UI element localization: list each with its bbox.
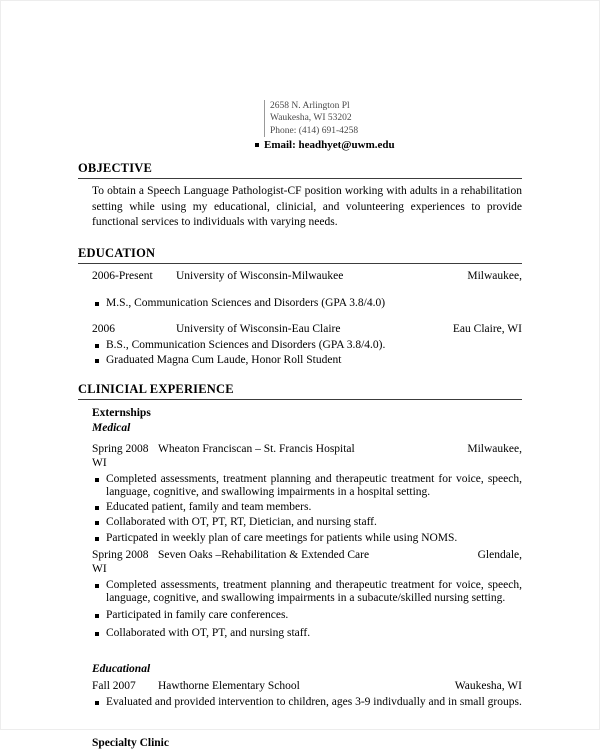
bullet-text: B.S., Communication Sciences and Disorders (GPA 3.8/4.0).	[106, 338, 386, 351]
externships-heading: Externships	[92, 407, 151, 420]
education-bullet	[92, 339, 522, 352]
square-bullet-icon	[95, 584, 99, 588]
section-title-clinical-experience: CLINICIAL EXPERIENCE	[78, 382, 522, 400]
bullet-text: M.S., Communication Sciences and Disorders (GPA 3.8/4.0)	[106, 297, 386, 310]
bullet-text: Particpated in weekly plan of care meetings for patients while using NOMS.	[106, 531, 458, 544]
bullet-text: Participated in family care conferences.	[106, 609, 289, 622]
contact-block	[264, 100, 522, 151]
square-bullet-icon	[95, 302, 99, 306]
bullet-text: Graduated Magna Cum Laude, Honor Roll Student	[106, 353, 342, 366]
square-bullet-icon	[95, 521, 99, 525]
contact-address-line1: 2658 N. Arlington Pl	[270, 101, 350, 111]
entry-date: 2006-Present	[92, 269, 153, 282]
clinical-entry	[92, 549, 522, 563]
education-bullet	[92, 297, 522, 310]
bullet-text: Collaborated with OT, PT, and nursing staff.	[106, 626, 311, 639]
square-bullet-icon	[95, 506, 99, 510]
education-entry	[92, 323, 522, 337]
square-bullet-icon	[95, 537, 99, 541]
entry-organization: Wheaton Franciscan – St. Francis Hospital	[158, 442, 355, 455]
contact-address	[264, 100, 522, 137]
bullet-text: Educated patient, family and team members.	[106, 501, 312, 514]
medical-heading: Medical	[92, 421, 131, 434]
education-bullet	[92, 354, 522, 367]
square-bullet-icon	[95, 632, 99, 636]
contact-email-text: Email: headhyet@uwm.edu	[264, 139, 395, 152]
clinical-bullet	[92, 532, 522, 545]
entry-location: Milwaukee,	[467, 269, 522, 282]
entry-location-wrap: WI	[92, 456, 107, 469]
entry-date: Spring 2008	[92, 442, 149, 455]
square-bullet-icon	[95, 478, 99, 482]
entry-organization: Hawthorne Elementary School	[158, 680, 300, 693]
entry-location-wrap: WI	[92, 562, 107, 575]
entry-location: Waukesha, WI	[454, 680, 522, 693]
entry-location: Eau Claire, WI	[452, 322, 522, 335]
bullet-text: Completed assessments, treatment planning and therapeutic treatment for voice, speech, language, cognitive, and swallowing impairments in a hospital setting.	[106, 472, 522, 498]
entry-school: University of Wisconsin-Eau Claire	[176, 322, 341, 335]
education-entry	[92, 270, 522, 284]
square-bullet-icon	[95, 359, 99, 363]
section-title-objective: OBJECTIVE	[78, 161, 522, 179]
entry-location: Milwaukee,	[467, 442, 522, 455]
bullet-text: Completed assessments, treatment planning and therapeutic treatment for voice, speech, language, cognitive, and swallowing impairments in a subacute/skilled nursing setting.	[106, 578, 522, 605]
clinical-bullet	[92, 609, 522, 622]
square-bullet-icon	[95, 701, 99, 705]
clinical-bullet	[92, 579, 522, 606]
entry-date: 2006	[92, 322, 115, 335]
specialty-clinic-heading: Specialty Clinic	[92, 736, 169, 749]
clinical-bullet	[92, 516, 522, 529]
square-bullet-icon	[95, 614, 99, 618]
educational-heading: Educational	[92, 663, 151, 676]
clinical-bullet	[92, 696, 522, 709]
entry-date: Spring 2008	[92, 549, 149, 562]
contact-phone: Phone: (414) 691-4258	[270, 125, 359, 136]
square-bullet-icon	[255, 143, 259, 147]
entry-school: University of Wisconsin-Milwaukee	[176, 269, 344, 282]
clinical-entry	[92, 443, 522, 457]
contact-email	[255, 139, 522, 151]
entry-organization: Seven Oaks –Rehabilitation & Extended Care	[158, 549, 370, 562]
clinical-entry	[92, 680, 522, 694]
bullet-text: Collaborated with OT, PT, RT, Dietician, and nursing staff.	[106, 516, 377, 529]
bullet-text: Evaluated and provided intervention to children, ages 3-9 indivdually and in small groups.	[106, 696, 522, 709]
clinical-bullet	[92, 473, 522, 500]
entry-location: Glendale,	[477, 549, 522, 562]
clinical-bullet	[92, 501, 522, 514]
entry-date: Fall 2007	[92, 680, 136, 693]
contact-address-line2: Waukesha, WI 53202	[270, 113, 352, 124]
square-bullet-icon	[95, 344, 99, 348]
section-title-education: EDUCATION	[78, 246, 522, 264]
objective-paragraph: To obtain a Speech Language Pathologist-CF position working with adults in a rehabilitation setting while using my educational, clinicial, and volunteering experiences to provide functional services to individuals with varying needs.	[92, 185, 522, 229]
clinical-bullet	[92, 627, 522, 640]
